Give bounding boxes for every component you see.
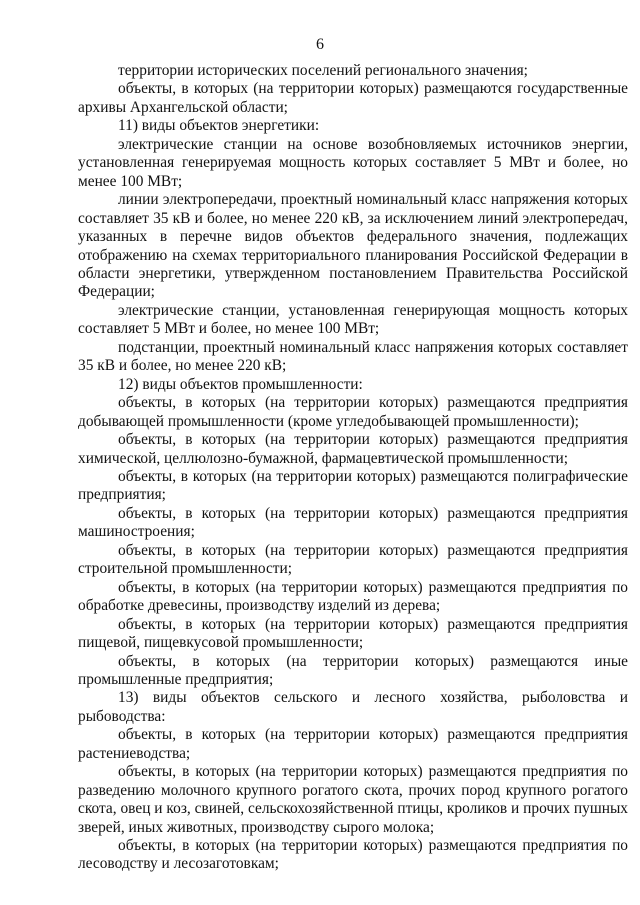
list-heading-agriculture: 13) виды объектов сельского и лесного хозяйства, рыболовства и рыбоводства: xyxy=(78,689,628,725)
paragraph: объекты, в которых (на территории которых) размещаются предприятия по разведению молочного крупного рогатого скота, прочих пород крупного рогатого скота, овец и коз, свиней, сельскохозяйственной птицы, кроликов и прочих пушных зверей, иных животных, производству сырого молока; xyxy=(78,763,628,836)
paragraph: электрические станции на основе возобновляемых источников энергии, установленная генерируемая мощность которых составляет 5 МВт и более, но менее 100 МВт; xyxy=(78,135,628,190)
paragraph: объекты, в которых (на территории которых) размещаются предприятия растениеводства; xyxy=(78,726,628,762)
paragraph: объекты, в которых (на территории которых) размещаются предприятия по обработке древесины, производству изделий из дерева; xyxy=(78,578,628,615)
paragraph: территории исторических поселений регионального значения; xyxy=(118,62,528,79)
paragraph: объекты, в которых (на территории которых) размещаются предприятия машиностроения; xyxy=(78,504,628,541)
paragraph: объекты, в которых (на территории которых) размещаются иные промышленные предприятия; xyxy=(78,652,628,688)
paragraph: объекты, в которых (на территории которых) размещаются предприятия строительной промышленности; xyxy=(78,541,628,578)
paragraph: объекты, в которых (на территории которых) размещаются предприятия пищевой, пищевкусовой промышленности; xyxy=(78,615,628,652)
paragraph: объекты, в которых (на территории которых) размещаются государственные архивы Архангельской области; xyxy=(78,80,628,116)
paragraph: линии электропередачи, проектный номинальный класс напряжения которых составляет 35 кВ и более, но менее 220 кВ, за исключением линий электропередач, указанных в перечне видов объектов федерального значения, подлежащих отображению на схемах территориального планирования Российской Федерации в области энергетики, утвержденном постановлением Правительства Российской Федерации; xyxy=(78,191,628,301)
paragraph: объекты, в которых (на территории которых) размещаются предприятия химической, целлюлозно-бумажной, фармацевтической промышленности; xyxy=(78,431,628,467)
page-number: 6 xyxy=(316,36,324,53)
list-heading-energy: 11) виды объектов энергетики: xyxy=(118,117,320,135)
document-body xyxy=(78,62,628,874)
list-heading-industry: 12) виды объектов промышленности: xyxy=(118,375,363,393)
paragraph: электрические станции, установленная генерирующая мощность которых составляет 5 МВт и более, но менее 100 МВт; xyxy=(78,301,628,338)
paragraph: подстанции, проектный номинальный класс напряжения которых составляет 35 кВ и более, но менее 220 кВ; xyxy=(78,338,628,375)
paragraph: объекты, в которых (на территории которых) размещаются предприятия добывающей промышленности (кроме угледобывающей промышленности); xyxy=(78,394,628,430)
paragraph: объекты, в которых (на территории которых) размещаются предприятия по лесоводству и лесозаготовкам; xyxy=(78,837,628,873)
paragraph: объекты, в которых (на территории которых) размещаются полиграфические предприятия; xyxy=(78,467,628,504)
